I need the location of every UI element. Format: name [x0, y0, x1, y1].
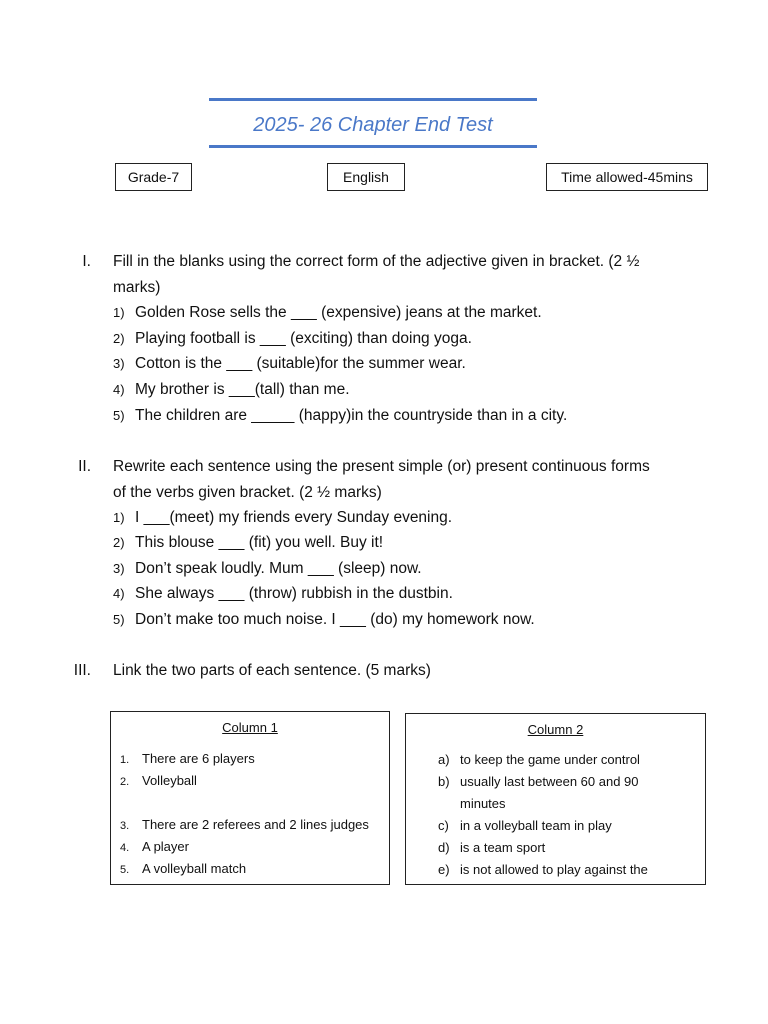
grade-box	[115, 163, 192, 191]
column-2-item-continuation: minutes	[460, 796, 506, 811]
column-2-item: c) in a volleyball team in play	[438, 818, 612, 833]
column-2-item: e) is not allowed to play against the	[438, 862, 648, 877]
question-item: 3) Don’t speak loudly. Mum ___ (sleep) now.	[113, 560, 422, 577]
question-item: 1) I ___(meet) my friends every Sunday evening.	[113, 509, 453, 526]
subject-box	[327, 163, 405, 191]
column-1-heading: Column 1	[222, 720, 278, 735]
column-2-item: d) is a team sport	[438, 840, 546, 855]
question-item: 3) Cotton is the ___ (suitable)for the summer wear.	[113, 355, 466, 372]
section-1-instruction	[113, 249, 693, 301]
question-item: 1) Golden Rose sells the ___ (expensive) jeans at the market.	[113, 304, 542, 321]
section-1-number: I.	[82, 253, 91, 270]
column-1-item: 4. A player	[120, 839, 189, 854]
column-1-box	[110, 711, 390, 885]
column-2-item: b) usually last between 60 and 90	[438, 774, 639, 789]
question-item: 5) The children are _____ (happy)in the countryside than in a city.	[113, 407, 568, 424]
section-1-instruction-line1: Fill in the blanks using the correct form of the adjective given in bracket. (2 ½	[113, 253, 640, 270]
column-1-item: 2. Volleyball	[120, 773, 197, 788]
title-rule-bottom	[209, 145, 537, 148]
column-2-box	[405, 713, 706, 885]
section-3-number: III.	[73, 662, 91, 679]
grade-label: Grade-7	[127, 169, 180, 185]
time-label: Time allowed-45mins	[561, 169, 693, 185]
column-2-item: a) to keep the game under control	[438, 752, 640, 767]
column-1-item: 5. A volleyball match	[120, 861, 247, 876]
section-3-instruction: Link the two parts of each sentence. (5 marks)	[113, 662, 431, 679]
time-box	[546, 163, 708, 191]
question-item: 5) Don’t make too much noise. I ___ (do) my homework now.	[113, 611, 535, 628]
section-2-instruction-line2: of the verbs given bracket. (2 ½ marks)	[113, 484, 382, 501]
question-item: 2) Playing football is ___ (exciting) than doing yoga.	[113, 330, 472, 347]
column-2-heading: Column 2	[527, 722, 584, 737]
question-item: 4) She always ___ (throw) rubbish in the dustbin.	[113, 585, 453, 602]
subject-label: English	[343, 169, 389, 185]
section-2-number: II.	[78, 458, 91, 475]
question-item: 4) My brother is ___(tall) than me.	[113, 381, 350, 398]
question-item: 2) This blouse ___ (fit) you well. Buy it!	[113, 534, 384, 551]
page-title: 2025- 26 Chapter End Test	[253, 114, 493, 136]
section-2-instruction	[113, 454, 693, 506]
section-1-instruction-line2: marks)	[113, 279, 161, 296]
column-1-item: 1. There are 6 players	[120, 751, 255, 766]
section-2-instruction-line1: Rewrite each sentence using the present simple (or) present continuous forms	[113, 458, 650, 475]
title-rule-top	[209, 98, 537, 101]
column-1-item: 3. There are 2 referees and 2 lines judges	[120, 817, 369, 832]
